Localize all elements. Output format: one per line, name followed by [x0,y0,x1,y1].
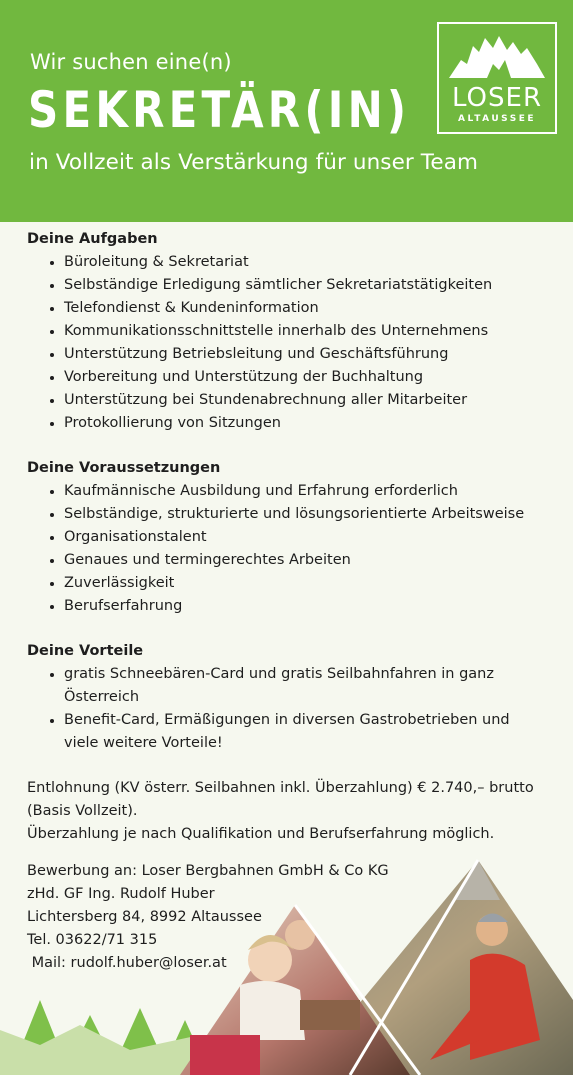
list-item: • Kaufmännische Ausbildung und Erfahrung erforderlich [64,480,547,503]
list-item: • Zuverlässigkeit [64,572,547,595]
logo-subtitle: ALTAUSSEE [457,114,536,124]
email[interactable]: Mail: rudolf.huber@loser.at [27,955,227,971]
overpay-text: Überzahlung je nach Qualifikation und Berufserfahrung möglich. [27,826,495,842]
application-to: Bewerbung an: Loser Bergbahnen GmbH & Co KG [27,863,389,879]
list-item: • Protokollierung von Sitzungen [64,412,547,435]
list-item: • Genaues und termingerechtes Arbeiten [64,549,547,572]
phone: Tel. 03622/71 315 [27,932,158,948]
section-title: Deine Vorteile [27,643,144,659]
list-item: • Selbständige, strukturierte und lösungsorientierte Arbeitsweise [64,503,547,526]
section-title: Deine Aufgaben [27,231,158,247]
contact-person: zHd. GF Ing. Rudolf Huber [27,886,215,902]
list-item: • Benefit-Card, Ermäßigungen in diversen Gastrobetrieben und viele weitere Vorteile! [64,709,547,755]
job-title: SEKRETÄR(IN) [28,81,411,139]
subline-text: in Vollzeit als Verstärkung für unser Team [29,150,479,175]
list-item: • Selbständige Erledigung sämtlicher Sekretariatstätigkeiten [64,274,547,297]
salary-text: Entlohnung (KV österr. Seilbahnen inkl. Überzahlung) € 2.740,– brutto (Basis Vollzeit). [27,780,534,819]
list-item: • Telefondienst & Kundeninformation [64,297,547,320]
list-item: • Unterstützung bei Stundenabrechnung aller Mitarbeiter [64,389,547,412]
list-item: • Vorbereitung und Unterstützung der Buchhaltung [64,366,547,389]
list-item: • Organisationstalent [64,526,547,549]
section-title: Deine Voraussetzungen [27,460,221,476]
list-item: • Kommunikationsschnittstelle innerhalb des Unternehmens [64,320,547,343]
list-item: • Unterstützung Betriebsleitung und Geschäftsführung [64,343,547,366]
intro-text: Wir suchen eine(n) [30,50,232,74]
list-item: • Berufserfahrung [64,595,547,618]
logo-name: LOSER [451,83,543,113]
list-item: • Büroleitung & Sekretariat [64,251,547,274]
list-item: • gratis Schneebären-Card und gratis Seilbahnfahren in ganz Österreich [64,663,547,709]
address: Lichtersberg 84, 8992 Altaussee [27,909,262,925]
